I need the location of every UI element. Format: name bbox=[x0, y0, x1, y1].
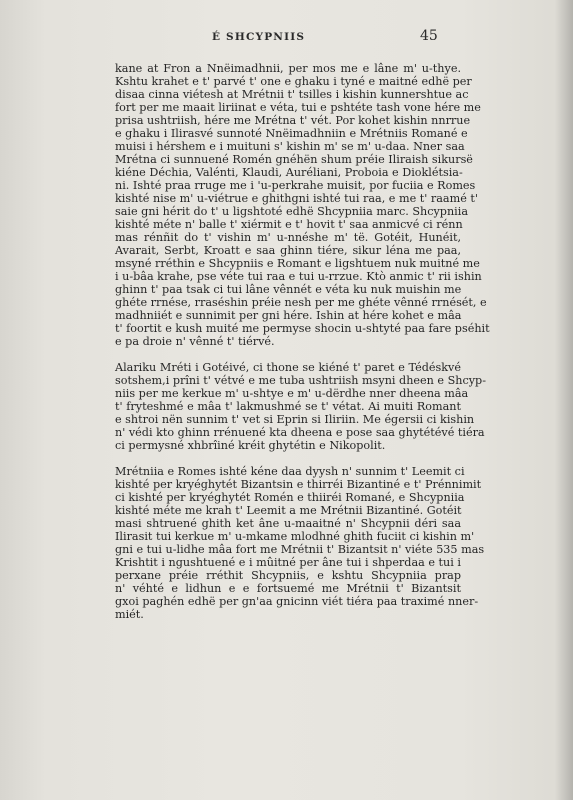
text-line: ni. Ishté praa rruge me i 'u-perkrahe muisit, por fuciia e Romes bbox=[115, 179, 476, 192]
text-line: Avarait, Serbt, Kroatt e saa ghinn tiére, sikur léna me paa, bbox=[115, 244, 461, 257]
text-line: ci kishté per kryéghytét Romén e thiiréi Romané, e Shcypniia bbox=[115, 491, 465, 504]
text-line: gni e tui u-lidhe mâa fort me Mrétnii t' Bizantsit n' viéte 535 mas bbox=[115, 543, 485, 556]
text-line: mas rénñit do t' vishin m' u-nnéshe m' të. Gotéit, Hunéit, bbox=[115, 231, 461, 244]
text-line: msyné rréthin e Shcypniis e Romant e ligshtuem nuk muitné me bbox=[115, 257, 480, 270]
page-edge-shadow bbox=[555, 0, 573, 800]
text-line: Alariku Mréti i Gotéivé, ci thone se kiéné t' paret e Tédéskvé bbox=[115, 361, 461, 374]
text-line: kishté nise m' u-viétrue e ghithgni ishté tui raa, e me t' raamé t' bbox=[115, 192, 478, 205]
text-line: masi shtruené ghith ket âne u-maaitné n' Shcypnii déri saa bbox=[115, 517, 461, 530]
text-line: ghinn t' paa tsak ci tui lâne vênnét e véta ku nuk muishin me bbox=[115, 283, 462, 296]
text-line: Krishtit i ngushtuené e i mûitné per âne tui i shperdaa e tui i bbox=[115, 556, 461, 569]
text-line: n' véhté e lidhun e e fortsuemé me Mrétnii t' Bizantsit bbox=[115, 582, 461, 595]
running-head: É SHCYPNIIS bbox=[212, 31, 306, 43]
text-line: kane at Fron a Nnëimadhnii, per mos me e lâne m' u-thye. bbox=[115, 62, 461, 75]
text-line: perxane préie rréthit Shcypniis, e kshtu Shcypniia prap bbox=[115, 569, 461, 582]
text-line: kiéne Déchia, Valénti, Klaudi, Auréliani, Proboia e Dioklétsia- bbox=[115, 166, 463, 179]
text-line: t' foortit e kush muité me permyse shocin u-shtyté paa fare pséhit bbox=[115, 322, 490, 335]
text-line: t' fryteshmé e mâa t' lakmushmé se t' vétat. Ai muiti Romant bbox=[115, 400, 461, 413]
page-header bbox=[0, 28, 573, 50]
paragraph-1 bbox=[115, 62, 490, 348]
paragraph-3 bbox=[115, 465, 485, 621]
page-number: 45 bbox=[420, 28, 438, 44]
paragraph-2 bbox=[115, 361, 486, 452]
text-line: ci permysné xhbrîiné kréit ghytétin e Nikopolit. bbox=[115, 439, 386, 452]
page-body bbox=[115, 62, 490, 621]
text-line: prisa ushtriish, hére me Mrétna t' vét. Por kohet kishin nnrrue bbox=[115, 114, 471, 127]
text-line: Mrétna ci sunnuené Romén gnéhën shum préie Iliraish sikursë bbox=[115, 153, 473, 166]
text-line: Ilirasit tui kerkue m' u-mkame mlodhné ghith fuciit ci kishin m' bbox=[115, 530, 475, 543]
text-line: Mrétniia e Romes ishté kéne daa dyysh n' sunnim t' Leemit ci bbox=[115, 465, 465, 478]
text-line: n' védi kto ghinn rrénuené kta dheena e pose saa ghytétévé tiéra bbox=[115, 426, 485, 439]
text-line: muisi i hérshem e i muituni s' kishin m' se m' u-daa. Nner saa bbox=[115, 140, 465, 153]
text-line: e pa droie n' vênné t' tiérvé. bbox=[115, 335, 275, 348]
text-line: niis per me kerkue m' u-shtye e m' u-dërdhe nner dheena mâa bbox=[115, 387, 469, 400]
text-line: sotshem,i prîni t' vétvé e me tuba ushtriish msyni dheen e Shcyp- bbox=[115, 374, 486, 387]
text-line: ghéte rrnése, rraséshin préie nesh per me ghéte vênné rrnését, e bbox=[115, 296, 487, 309]
text-line: disaa cinna viétesh at Mrétnii t' tsilles i kishin kunnershtue ac bbox=[115, 88, 469, 101]
text-line: saie gni hérit do t' u ligshtoté edhë Shcypniia marc. Shcypniia bbox=[115, 205, 469, 218]
text-line: i u-bâa krahe, pse véte tui raa e tui u-rrzue. Ktò anmic t' rii ishin bbox=[115, 270, 482, 283]
text-line: e ghaku i Ilirasvé sunnoté Nnëimadhniin e Mrétniis Romané e bbox=[115, 127, 468, 140]
text-line: kishté méte n' balle t' xiérmit e t' hovit t' saa anmicvé ci rénn bbox=[115, 218, 463, 231]
text-line: gxoi paghén edhë per gn'aa gnicinn viét tiéra paa traximé nner- bbox=[115, 595, 479, 608]
text-line: madhniiét e sunnimit per gni hére. Ishin at hére kohet e mâa bbox=[115, 309, 462, 322]
text-line: miét. bbox=[115, 608, 144, 621]
text-line: kishté méte me krah t' Leemit a me Mrétnii Bizantiné. Gotéit bbox=[115, 504, 462, 517]
text-line: fort per me maait liriinat e véta, tui e pshtéte tash vone hére me bbox=[115, 101, 481, 114]
text-line: Kshtu krahet e t' parvé t' one e ghaku i tyné e maitné edhë per bbox=[115, 75, 472, 88]
text-line: kishté per kryéghytét Bizantsin e thirréi Bizantiné e t' Prénnimit bbox=[115, 478, 482, 491]
text-line: e shtroi nën sunnim t' vet si Eprin si Iliriin. Me égersii ci kishin bbox=[115, 413, 475, 426]
